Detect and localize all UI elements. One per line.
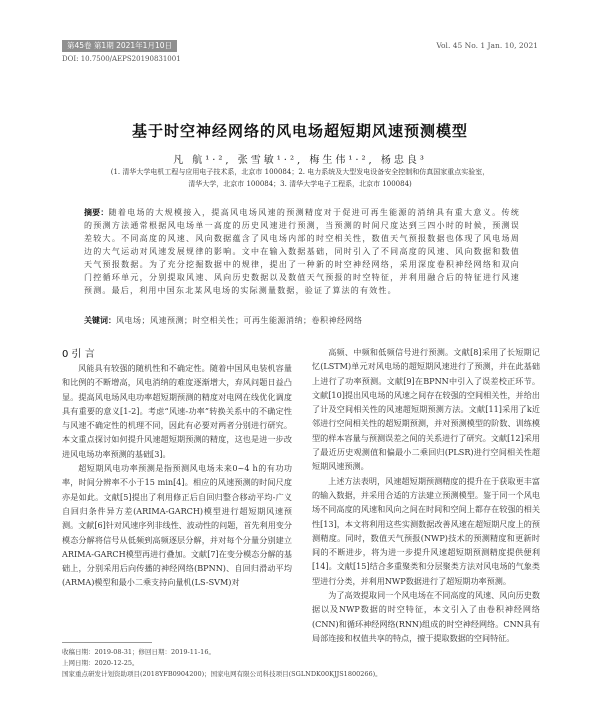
footnote: 国家重点研发计划资助项目(2018YFB0904200)；国家电网有限公司科技项目(SGLNDK00KJJS1800266)。: [62, 670, 382, 678]
authors: 凡 航¹·², 张雪敏¹·², 梅生伟¹·², 杨忠良³: [173, 155, 427, 166]
paper-title: 基于时空神经网络的风电场超短期风速预测模型: [131, 122, 468, 140]
body-paragraph: 高频、中频和低频信号进行预测。文献[8]采用了长短期记忆(LSTM)单元对风电场的超短期风速进行了预测，并在此基础上进行了功率预测。文献[9]在BPNN中引入了误差校正环节。文献[10]提出风电场的风速之间存在较强的空间相关性，并给出了计及空间相关性的风速超短期预测方法。文献[11]采用了k近邻进行空间相关性的超短期预测，并对预测模型的阶数、训练模型的样本容量与预测误差之间的关系进行了研究。文献[12]采用了最近历史观测值和偏最小二乘回归(PLSR)进行空间相关性超短期风速预测。: [312, 347, 540, 472]
footnote-divider: [62, 642, 152, 643]
keywords-text: 风电场；风速预测；时空相关性；可再生能源消纳；卷积神经网络: [116, 316, 363, 325]
journal-volume-info: Vol. 45 No. 1 Jan. 10, 2021: [436, 41, 538, 50]
affiliation-line: (1. 清华大学电机工程与应用电子技术系，北京市 100084；2. 电力系统及大型发电设备安全控制和仿真国家重点实验室，: [110, 168, 490, 176]
left-column: [62, 361, 292, 590]
keywords-label: 关键词：: [84, 316, 116, 325]
abstract-label: 摘要：: [84, 208, 109, 217]
doi[interactable]: DOI: 10.7500/AEPS20190831001: [62, 55, 181, 63]
journal-issue-badge: 第45卷 第1期 2021年1月10日: [62, 40, 177, 52]
affiliations: [85, 166, 515, 190]
right-column: [312, 345, 540, 645]
footnote: 上网日期：2020-12-25。: [62, 659, 139, 667]
body-paragraph: 为了高效提取同一个风电场在不同高度的风速、风向历史数据以及NWP数据的时空特征，本文引入了由卷积神经网络(CNN)和循环神经网络(RNN)组成的时空神经网络。CNN具有局部连接和权值共享的特点，擅于提取数据的空间特征。: [312, 590, 540, 643]
abstract-text: 随着电场的大规模接入，提高风电场风速的预测精度对于促进可再生能源的消纳具有重大意义。传统的预测方法通常根据风电场单一高度的历史风速进行预测，当预测的时间尺度达到三四小时的时候，预测误差较大。不同高度的风速、风向数据蕴含了风电场内部的时空相关性，数值天气预报数据也体现了风电场周边的大气运动对风速发展规律的影响。文中在输入数据基础，同时引入了不同高度的风速、风向数据和数值天气预报数据。为了充分挖掘数据中的规律，提出了一种新的时空神经网络，采用深度卷积神经网络和双向门控循环单元，分别提取风速、风向历史数据以及数值天气预报的时空特征，并利用融合后的特征进行风速预测。最后，利用中国东北某风电场的实际测量数据，验证了算法的有效性。: [84, 208, 521, 295]
footnote: 收稿日期：2019-08-31；修回日期：2019-11-16。: [62, 648, 215, 656]
affiliation-line: 清华大学，北京市 100084；3. 清华大学电子工程系，北京市 100084): [188, 180, 412, 188]
body-paragraph: 风能具有较强的随机性和不确定性。随着中国风电装机容量和比例的不断增高，风电消纳的难度逐渐增大，弃风问题日益凸显。提高风电场风电功率超短期预测的精度对电网在线优化调度具有重要的意义[1-2]。考虑“风速-功率”转换关系中的不确定性与风速不确定性的机理不同，因此有必要对两者分别进行研究。本文重点探讨如何提升风速超短期预测的精度，这也是进一步改进风电场功率预测的基础[3]。: [62, 363, 292, 459]
section-heading: 0 引 言: [62, 349, 95, 360]
abstract: [84, 206, 520, 297]
body-paragraph: 上述方法表明，风速超短期预测精度的提升在于获取更丰富的输入数据，并采用合适的方法建立预测模型。鉴于同一个风电场不同高度的风速和风向之间在时间和空间上都存在较强的相关性[13]，本文将利用这些实测数据改善风速在超短期尺度上的预测精度。同时，数值天气预报(NWP)技术的预测精度和更新时间的不断进步，将为进一步提升风速超短期预测精度提供便利[14]。文献[15]结合多重聚类和分层聚类方法对风电场的气象类型进行分类，并利用NWP数据进行了超短期功率预测。: [312, 475, 540, 586]
keywords: [84, 314, 520, 327]
body-paragraph: 超短期风电功率预测是指预测风电场未来0~4 h的有功功率，时间分辨率不小于15 min[4]。相应的风速预测的时间尺度亦是如此。文献[5]提出了利用修正后自回归整合移动平均-广义自回归条件异方差(ARIMA-GARCH)模型进行超短期风速预测。文献[6]针对风速序列非线性、波动性的问题，首先利用变分模态分解将信号从低频到高频逐层分解，并对每个分量分别建立ARIMA-GARCH模型再进行叠加。文献[7]在变分模态分解的基础上，分别采用后向传播的神经网络(BPNN)、自回归滑动平均(ARMA)模型和最小二乘支持向量机(LS-SVM)对: [62, 463, 292, 588]
footnotes: [62, 647, 382, 680]
